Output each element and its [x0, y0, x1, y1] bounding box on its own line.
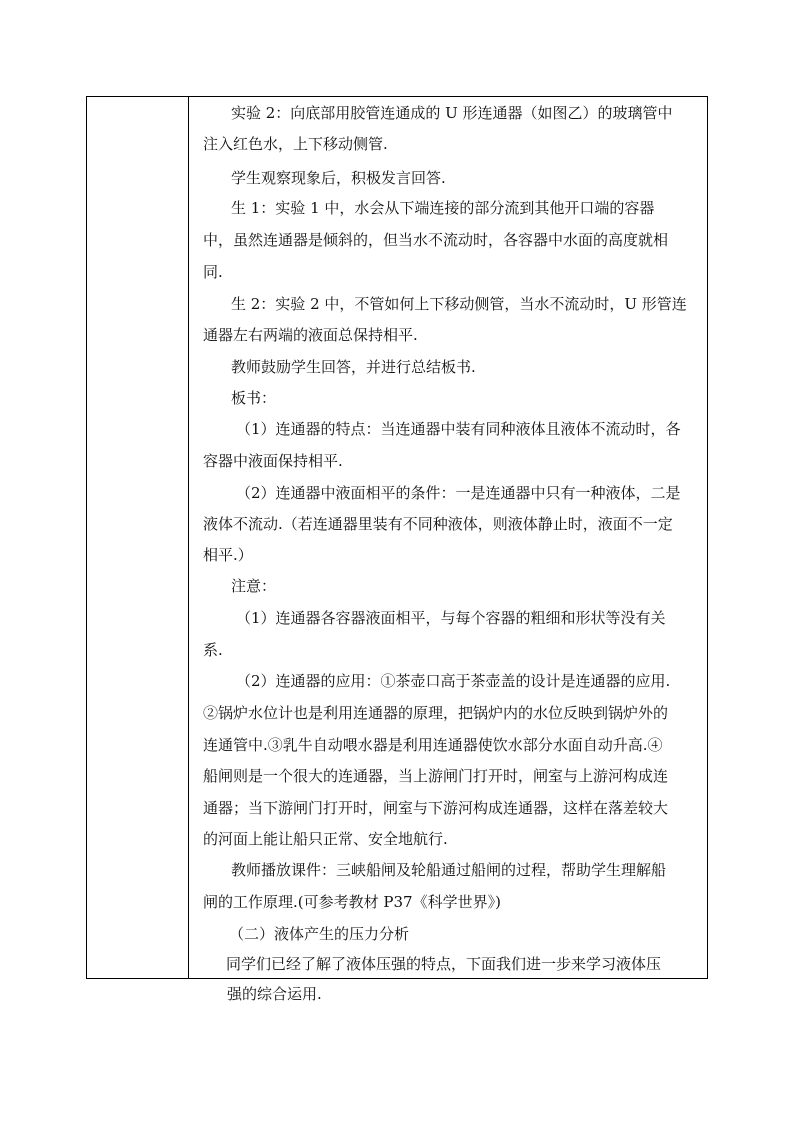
text-line: （1）连通器的特点：当连通器中装有同种液体且液体不流动时，各 [236, 420, 681, 438]
text-line: 通器；当下游闸门打开时，闸室与下游河构成连通器，这样在落差较大 [203, 799, 669, 817]
text-line: 容器中液面保持相平. [203, 452, 343, 470]
text-line: 系. [203, 641, 223, 659]
text-line: 同学们已经了解了液体压强的特点，下面我们进一步来学习液体压 [226, 955, 662, 973]
text-line: （2）连通器的应用：①茶壶口高于茶壶盖的设计是连通器的应用. [236, 672, 671, 690]
right-column-cell [190, 97, 707, 1003]
text-line: 闸的工作原理.(可参考教材 P37《科学世界》) [203, 893, 501, 911]
text-line: 液体不流动.（若连通器里装有不同种液体，则液体静止时，液面不一定 [203, 515, 673, 533]
text-line: 板书： [231, 389, 277, 407]
text-line: 生 1：实验 1 中，水会从下端连接的部分流到其他开口端的容器 [231, 199, 655, 217]
text-line: 船闸则是一个很大的连通器，当上游闸门打开时，闸室与上游河构成连 [203, 767, 669, 785]
text-line: 注入红色水，上下移动侧管. [203, 135, 388, 153]
text-line: 实验 2：向底部用胶管连通成的 U 形连通器（如图乙）的玻璃管中 [231, 104, 673, 122]
lesson-table [86, 96, 708, 1003]
text-line: 通器左右两端的液面总保持相平. [203, 326, 418, 344]
text-line: （1）连通器各容器液面相平，与每个容器的粗细和形状等没有关 [236, 609, 666, 627]
text-line: 生 2：实验 2 中，不管如何上下移动侧管，当水不流动时，U 形管连 [231, 295, 687, 313]
text-line: 中，虽然连通器是倾斜的，但当水不流动时，各容器中水面的高度就相 [203, 231, 669, 249]
text-line: 连通管中.③乳牛自动喂水器是利用连通器使饮水部分水面自动升高.④ [203, 736, 663, 754]
text-line: 教师播放课件：三峡船闸及轮船通过船闸的过程，帮助学生理解船 [231, 861, 667, 879]
text-line: （2）连通器中液面相平的条件：一是连通器中只有一种液体，二是 [236, 484, 681, 502]
text-line: 注意： [231, 577, 277, 595]
text-line: 学生观察现象后，积极发言回答. [231, 169, 446, 187]
left-column-cell [87, 97, 189, 978]
text-line: 同. [203, 263, 223, 281]
text-line: 教师鼓励学生回答，并进行总结板书. [231, 358, 476, 376]
text-line: 的河面上能让船只正常、安全地航行. [203, 830, 448, 848]
text-line: 强的综合运用. [227, 985, 322, 1003]
text-line: 相平.） [203, 546, 253, 564]
text-line: ②锅炉水位计也是利用连通器的原理，把锅炉内的水位反映到锅炉外的 [203, 704, 669, 722]
text-line: （二）液体产生的压力分析 [229, 925, 410, 943]
